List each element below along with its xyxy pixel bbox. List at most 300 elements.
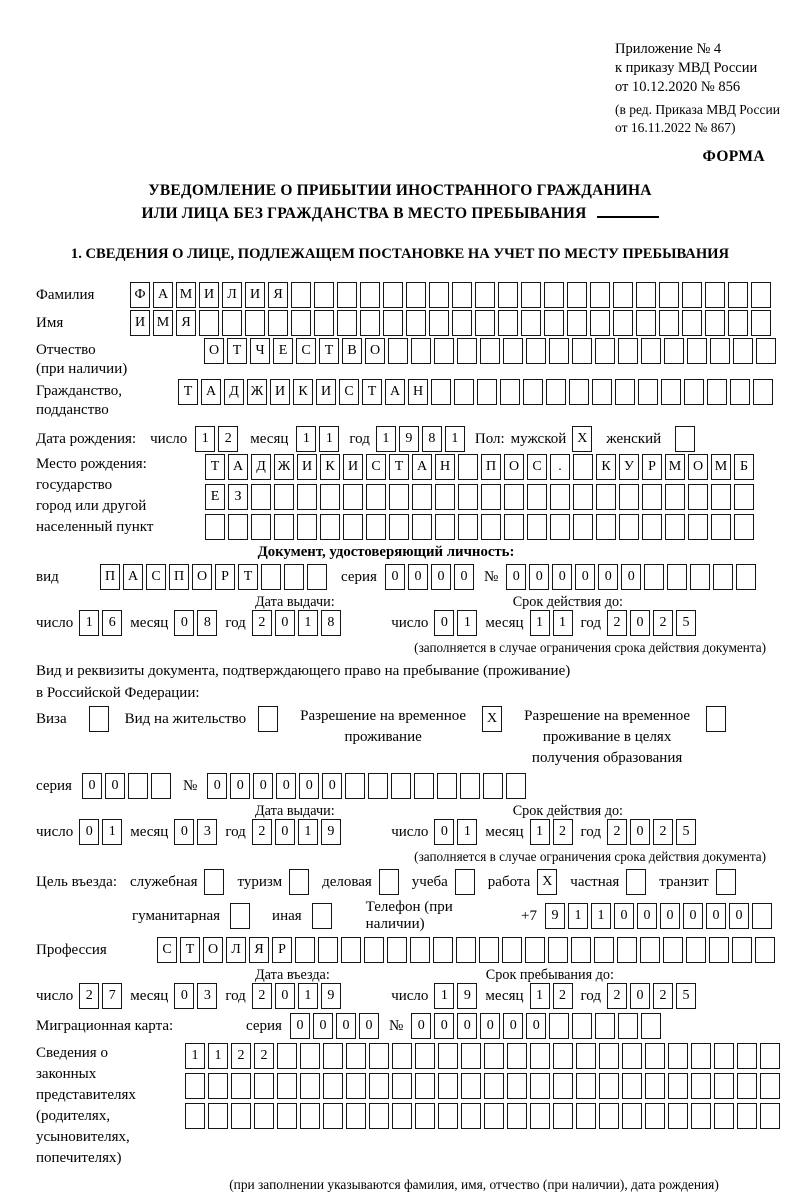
- char-cell[interactable]: [323, 1103, 343, 1129]
- char-cell[interactable]: [199, 310, 219, 336]
- char-cell[interactable]: 0: [359, 1013, 379, 1039]
- char-cell[interactable]: [710, 338, 730, 364]
- char-cell[interactable]: [337, 282, 357, 308]
- char-cell[interactable]: [343, 484, 363, 510]
- char-cell[interactable]: [429, 310, 449, 336]
- char-cell[interactable]: [707, 379, 727, 405]
- char-cell[interactable]: 1: [434, 983, 454, 1009]
- char-cell[interactable]: [477, 379, 497, 405]
- char-cell[interactable]: [434, 338, 454, 364]
- char-cell[interactable]: [595, 338, 615, 364]
- char-cell[interactable]: [438, 1043, 458, 1069]
- char-cell[interactable]: 5: [676, 610, 696, 636]
- char-cell[interactable]: [615, 379, 635, 405]
- char-cell[interactable]: [567, 310, 587, 336]
- char-cell[interactable]: [208, 1073, 228, 1099]
- char-cell[interactable]: 0: [729, 903, 749, 929]
- char-cell[interactable]: [295, 937, 315, 963]
- sex-male-checkbox[interactable]: X: [572, 426, 592, 452]
- char-cell[interactable]: [337, 310, 357, 336]
- char-cell[interactable]: 8: [197, 610, 217, 636]
- char-cell[interactable]: Ф: [130, 282, 150, 308]
- char-cell[interactable]: 1: [298, 610, 318, 636]
- char-cell[interactable]: [599, 1073, 619, 1099]
- char-cell[interactable]: [733, 338, 753, 364]
- char-cell[interactable]: [688, 484, 708, 510]
- char-cell[interactable]: [389, 484, 409, 510]
- char-cell[interactable]: 0: [598, 564, 618, 590]
- visa-checkbox[interactable]: [89, 706, 109, 732]
- char-cell[interactable]: [690, 564, 710, 590]
- char-cell[interactable]: [622, 1043, 642, 1069]
- char-cell[interactable]: 2: [607, 610, 627, 636]
- char-cell[interactable]: [457, 338, 477, 364]
- char-cell[interactable]: С: [157, 937, 177, 963]
- char-cell[interactable]: [456, 937, 476, 963]
- char-cell[interactable]: 0: [637, 903, 657, 929]
- char-cell[interactable]: [599, 1103, 619, 1129]
- char-cell[interactable]: [760, 1043, 780, 1069]
- char-cell[interactable]: [595, 1013, 615, 1039]
- char-cell[interactable]: 9: [321, 983, 341, 1009]
- char-cell[interactable]: 0: [621, 564, 641, 590]
- char-cell[interactable]: Б: [734, 454, 754, 480]
- char-cell[interactable]: [254, 1073, 274, 1099]
- char-cell[interactable]: Я: [176, 310, 196, 336]
- char-cell[interactable]: А: [228, 454, 248, 480]
- char-cell[interactable]: [208, 1103, 228, 1129]
- char-cell[interactable]: [431, 379, 451, 405]
- char-cell[interactable]: [530, 1043, 550, 1069]
- char-cell[interactable]: [573, 484, 593, 510]
- char-cell[interactable]: [346, 1103, 366, 1129]
- char-cell[interactable]: [392, 1043, 412, 1069]
- char-cell[interactable]: 1: [298, 819, 318, 845]
- char-cell[interactable]: [525, 937, 545, 963]
- char-cell[interactable]: [245, 310, 265, 336]
- char-cell[interactable]: [617, 937, 637, 963]
- char-cell[interactable]: О: [203, 937, 223, 963]
- char-cell[interactable]: 1: [445, 426, 465, 452]
- char-cell[interactable]: [452, 310, 472, 336]
- char-cell[interactable]: Л: [226, 937, 246, 963]
- char-cell[interactable]: [737, 1073, 757, 1099]
- char-cell[interactable]: П: [169, 564, 189, 590]
- char-cell[interactable]: [507, 1103, 527, 1129]
- char-cell[interactable]: [410, 937, 430, 963]
- char-cell[interactable]: [618, 338, 638, 364]
- char-cell[interactable]: [599, 1043, 619, 1069]
- char-cell[interactable]: [553, 1103, 573, 1129]
- char-cell[interactable]: 1: [185, 1043, 205, 1069]
- char-cell[interactable]: [714, 1103, 734, 1129]
- char-cell[interactable]: Т: [389, 454, 409, 480]
- char-cell[interactable]: 0: [275, 819, 295, 845]
- char-cell[interactable]: [297, 484, 317, 510]
- char-cell[interactable]: [391, 773, 411, 799]
- char-cell[interactable]: [705, 282, 725, 308]
- char-cell[interactable]: [622, 1103, 642, 1129]
- char-cell[interactable]: [549, 338, 569, 364]
- char-cell[interactable]: [530, 1073, 550, 1099]
- char-cell[interactable]: 0: [207, 773, 227, 799]
- purpose-tourism-checkbox[interactable]: [289, 869, 309, 895]
- char-cell[interactable]: [644, 564, 664, 590]
- char-cell[interactable]: [412, 514, 432, 540]
- char-cell[interactable]: [546, 379, 566, 405]
- char-cell[interactable]: [527, 484, 547, 510]
- char-cell[interactable]: [668, 1103, 688, 1129]
- char-cell[interactable]: 2: [607, 983, 627, 1009]
- char-cell[interactable]: [414, 773, 434, 799]
- char-cell[interactable]: М: [153, 310, 173, 336]
- char-cell[interactable]: [645, 1073, 665, 1099]
- char-cell[interactable]: 0: [454, 564, 474, 590]
- char-cell[interactable]: [307, 564, 327, 590]
- char-cell[interactable]: 9: [321, 819, 341, 845]
- char-cell[interactable]: [274, 484, 294, 510]
- purpose-official-checkbox[interactable]: [204, 869, 224, 895]
- char-cell[interactable]: [415, 1073, 435, 1099]
- char-cell[interactable]: [636, 310, 656, 336]
- char-cell[interactable]: О: [204, 338, 224, 364]
- char-cell[interactable]: 2: [79, 983, 99, 1009]
- char-cell[interactable]: М: [176, 282, 196, 308]
- char-cell[interactable]: 1: [79, 610, 99, 636]
- char-cell[interactable]: У: [619, 454, 639, 480]
- char-cell[interactable]: [613, 310, 633, 336]
- char-cell[interactable]: [433, 937, 453, 963]
- char-cell[interactable]: 0: [630, 610, 650, 636]
- char-cell[interactable]: Д: [251, 454, 271, 480]
- char-cell[interactable]: [274, 514, 294, 540]
- char-cell[interactable]: [500, 379, 520, 405]
- char-cell[interactable]: 0: [322, 773, 342, 799]
- char-cell[interactable]: [645, 1043, 665, 1069]
- char-cell[interactable]: [664, 338, 684, 364]
- char-cell[interactable]: А: [123, 564, 143, 590]
- char-cell[interactable]: [550, 514, 570, 540]
- char-cell[interactable]: 0: [79, 819, 99, 845]
- char-cell[interactable]: [415, 1103, 435, 1129]
- char-cell[interactable]: [641, 338, 661, 364]
- char-cell[interactable]: [636, 282, 656, 308]
- char-cell[interactable]: [435, 484, 455, 510]
- char-cell[interactable]: [548, 937, 568, 963]
- char-cell[interactable]: [504, 514, 524, 540]
- char-cell[interactable]: 2: [653, 983, 673, 1009]
- char-cell[interactable]: [569, 379, 589, 405]
- char-cell[interactable]: 2: [218, 426, 238, 452]
- char-cell[interactable]: [452, 282, 472, 308]
- char-cell[interactable]: [437, 773, 457, 799]
- char-cell[interactable]: [618, 1013, 638, 1039]
- char-cell[interactable]: [682, 310, 702, 336]
- char-cell[interactable]: 8: [321, 610, 341, 636]
- char-cell[interactable]: [619, 484, 639, 510]
- char-cell[interactable]: [411, 338, 431, 364]
- char-cell[interactable]: [667, 564, 687, 590]
- char-cell[interactable]: О: [688, 454, 708, 480]
- char-cell[interactable]: [300, 1103, 320, 1129]
- char-cell[interactable]: 0: [529, 564, 549, 590]
- char-cell[interactable]: 0: [253, 773, 273, 799]
- char-cell[interactable]: [521, 282, 541, 308]
- char-cell[interactable]: 1: [591, 903, 611, 929]
- char-cell[interactable]: [523, 379, 543, 405]
- char-cell[interactable]: [498, 282, 518, 308]
- char-cell[interactable]: 1: [208, 1043, 228, 1069]
- char-cell[interactable]: [323, 1043, 343, 1069]
- char-cell[interactable]: [346, 1043, 366, 1069]
- char-cell[interactable]: 0: [230, 773, 250, 799]
- char-cell[interactable]: 1: [296, 426, 316, 452]
- char-cell[interactable]: [412, 484, 432, 510]
- char-cell[interactable]: П: [481, 454, 501, 480]
- char-cell[interactable]: 0: [480, 1013, 500, 1039]
- char-cell[interactable]: 1: [553, 610, 573, 636]
- char-cell[interactable]: 0: [408, 564, 428, 590]
- char-cell[interactable]: Т: [319, 338, 339, 364]
- char-cell[interactable]: [713, 564, 733, 590]
- char-cell[interactable]: П: [100, 564, 120, 590]
- char-cell[interactable]: 2: [553, 983, 573, 1009]
- char-cell[interactable]: [526, 338, 546, 364]
- char-cell[interactable]: [590, 310, 610, 336]
- char-cell[interactable]: К: [293, 379, 313, 405]
- char-cell[interactable]: Н: [408, 379, 428, 405]
- char-cell[interactable]: [415, 1043, 435, 1069]
- char-cell[interactable]: [481, 514, 501, 540]
- char-cell[interactable]: [688, 514, 708, 540]
- char-cell[interactable]: [185, 1103, 205, 1129]
- char-cell[interactable]: 0: [434, 1013, 454, 1039]
- char-cell[interactable]: Н: [435, 454, 455, 480]
- char-cell[interactable]: [291, 282, 311, 308]
- char-cell[interactable]: С: [339, 379, 359, 405]
- char-cell[interactable]: [254, 1103, 274, 1129]
- char-cell[interactable]: И: [343, 454, 363, 480]
- purpose-humanitarian-checkbox[interactable]: [230, 903, 250, 929]
- char-cell[interactable]: [576, 1103, 596, 1129]
- char-cell[interactable]: 1: [376, 426, 396, 452]
- char-cell[interactable]: [277, 1103, 297, 1129]
- char-cell[interactable]: [682, 282, 702, 308]
- char-cell[interactable]: [687, 338, 707, 364]
- char-cell[interactable]: М: [711, 454, 731, 480]
- char-cell[interactable]: [383, 310, 403, 336]
- char-cell[interactable]: [438, 1073, 458, 1099]
- char-cell[interactable]: 0: [275, 610, 295, 636]
- char-cell[interactable]: 0: [434, 819, 454, 845]
- char-cell[interactable]: [572, 1013, 592, 1039]
- char-cell[interactable]: [756, 338, 776, 364]
- char-cell[interactable]: 6: [102, 610, 122, 636]
- char-cell[interactable]: С: [527, 454, 547, 480]
- char-cell[interactable]: [714, 1043, 734, 1069]
- char-cell[interactable]: [686, 937, 706, 963]
- char-cell[interactable]: [507, 1043, 527, 1069]
- char-cell[interactable]: 0: [82, 773, 102, 799]
- char-cell[interactable]: 1: [195, 426, 215, 452]
- char-cell[interactable]: [392, 1073, 412, 1099]
- char-cell[interactable]: 2: [252, 610, 272, 636]
- char-cell[interactable]: З: [228, 484, 248, 510]
- char-cell[interactable]: 2: [553, 819, 573, 845]
- char-cell[interactable]: 1: [530, 819, 550, 845]
- char-cell[interactable]: [368, 773, 388, 799]
- char-cell[interactable]: [576, 1043, 596, 1069]
- char-cell[interactable]: [549, 1013, 569, 1039]
- char-cell[interactable]: 5: [676, 983, 696, 1009]
- char-cell[interactable]: 1: [457, 819, 477, 845]
- char-cell[interactable]: [737, 1103, 757, 1129]
- char-cell[interactable]: [737, 1043, 757, 1069]
- char-cell[interactable]: [479, 937, 499, 963]
- char-cell[interactable]: [392, 1103, 412, 1129]
- char-cell[interactable]: [503, 338, 523, 364]
- char-cell[interactable]: [590, 282, 610, 308]
- char-cell[interactable]: [711, 514, 731, 540]
- char-cell[interactable]: 9: [399, 426, 419, 452]
- char-cell[interactable]: [665, 514, 685, 540]
- purpose-private-checkbox[interactable]: [626, 869, 646, 895]
- char-cell[interactable]: 0: [630, 983, 650, 1009]
- char-cell[interactable]: [659, 282, 679, 308]
- char-cell[interactable]: [504, 484, 524, 510]
- char-cell[interactable]: Т: [205, 454, 225, 480]
- char-cell[interactable]: [544, 282, 564, 308]
- char-cell[interactable]: Ж: [274, 454, 294, 480]
- char-cell[interactable]: Т: [362, 379, 382, 405]
- char-cell[interactable]: 7: [102, 983, 122, 1009]
- char-cell[interactable]: [475, 310, 495, 336]
- char-cell[interactable]: [435, 514, 455, 540]
- char-cell[interactable]: Р: [215, 564, 235, 590]
- char-cell[interactable]: [728, 282, 748, 308]
- char-cell[interactable]: Т: [178, 379, 198, 405]
- char-cell[interactable]: [665, 484, 685, 510]
- char-cell[interactable]: 0: [630, 819, 650, 845]
- char-cell[interactable]: О: [365, 338, 385, 364]
- char-cell[interactable]: С: [366, 454, 386, 480]
- char-cell[interactable]: [573, 514, 593, 540]
- char-cell[interactable]: [498, 310, 518, 336]
- char-cell[interactable]: 0: [434, 610, 454, 636]
- char-cell[interactable]: О: [192, 564, 212, 590]
- char-cell[interactable]: [461, 1043, 481, 1069]
- char-cell[interactable]: К: [320, 454, 340, 480]
- char-cell[interactable]: [573, 454, 593, 480]
- char-cell[interactable]: 0: [411, 1013, 431, 1039]
- char-cell[interactable]: [345, 773, 365, 799]
- char-cell[interactable]: 8: [422, 426, 442, 452]
- char-cell[interactable]: [709, 937, 729, 963]
- char-cell[interactable]: [461, 1103, 481, 1129]
- char-cell[interactable]: 0: [336, 1013, 356, 1039]
- char-cell[interactable]: [314, 282, 334, 308]
- char-cell[interactable]: 0: [526, 1013, 546, 1039]
- char-cell[interactable]: [663, 937, 683, 963]
- char-cell[interactable]: 0: [660, 903, 680, 929]
- char-cell[interactable]: А: [201, 379, 221, 405]
- purpose-study-checkbox[interactable]: [455, 869, 475, 895]
- char-cell[interactable]: 0: [506, 564, 526, 590]
- char-cell[interactable]: [730, 379, 750, 405]
- char-cell[interactable]: 9: [545, 903, 565, 929]
- char-cell[interactable]: [638, 379, 658, 405]
- char-cell[interactable]: [314, 310, 334, 336]
- purpose-other-checkbox[interactable]: [312, 903, 332, 929]
- char-cell[interactable]: И: [270, 379, 290, 405]
- char-cell[interactable]: 0: [552, 564, 572, 590]
- char-cell[interactable]: 0: [575, 564, 595, 590]
- purpose-transit-checkbox[interactable]: [716, 869, 736, 895]
- sex-female-checkbox[interactable]: [675, 426, 695, 452]
- char-cell[interactable]: [691, 1073, 711, 1099]
- char-cell[interactable]: [284, 564, 304, 590]
- char-cell[interactable]: Ж: [247, 379, 267, 405]
- char-cell[interactable]: [751, 282, 771, 308]
- char-cell[interactable]: [429, 282, 449, 308]
- char-cell[interactable]: [360, 310, 380, 336]
- char-cell[interactable]: [222, 310, 242, 336]
- char-cell[interactable]: [185, 1073, 205, 1099]
- char-cell[interactable]: [483, 773, 503, 799]
- char-cell[interactable]: Р: [272, 937, 292, 963]
- char-cell[interactable]: [268, 310, 288, 336]
- char-cell[interactable]: 0: [431, 564, 451, 590]
- char-cell[interactable]: [406, 310, 426, 336]
- char-cell[interactable]: 2: [653, 819, 673, 845]
- char-cell[interactable]: И: [199, 282, 219, 308]
- char-cell[interactable]: [251, 514, 271, 540]
- char-cell[interactable]: 0: [706, 903, 726, 929]
- char-cell[interactable]: [619, 514, 639, 540]
- char-cell[interactable]: [714, 1073, 734, 1099]
- char-cell[interactable]: 1: [530, 610, 550, 636]
- char-cell[interactable]: [297, 514, 317, 540]
- char-cell[interactable]: [668, 1073, 688, 1099]
- char-cell[interactable]: 2: [653, 610, 673, 636]
- char-cell[interactable]: [640, 937, 660, 963]
- char-cell[interactable]: [571, 937, 591, 963]
- char-cell[interactable]: 0: [276, 773, 296, 799]
- char-cell[interactable]: [760, 1073, 780, 1099]
- char-cell[interactable]: 0: [275, 983, 295, 1009]
- char-cell[interactable]: [734, 514, 754, 540]
- char-cell[interactable]: И: [316, 379, 336, 405]
- char-cell[interactable]: [251, 484, 271, 510]
- char-cell[interactable]: [346, 1073, 366, 1099]
- char-cell[interactable]: [705, 310, 725, 336]
- char-cell[interactable]: С: [296, 338, 316, 364]
- char-cell[interactable]: [576, 1073, 596, 1099]
- char-cell[interactable]: [506, 773, 526, 799]
- char-cell[interactable]: 0: [105, 773, 125, 799]
- char-cell[interactable]: [389, 514, 409, 540]
- char-cell[interactable]: Т: [238, 564, 258, 590]
- char-cell[interactable]: [369, 1073, 389, 1099]
- char-cell[interactable]: [277, 1043, 297, 1069]
- char-cell[interactable]: [369, 1043, 389, 1069]
- char-cell[interactable]: [343, 514, 363, 540]
- char-cell[interactable]: [622, 1073, 642, 1099]
- char-cell[interactable]: [484, 1103, 504, 1129]
- char-cell[interactable]: [291, 310, 311, 336]
- char-cell[interactable]: Т: [180, 937, 200, 963]
- char-cell[interactable]: 0: [457, 1013, 477, 1039]
